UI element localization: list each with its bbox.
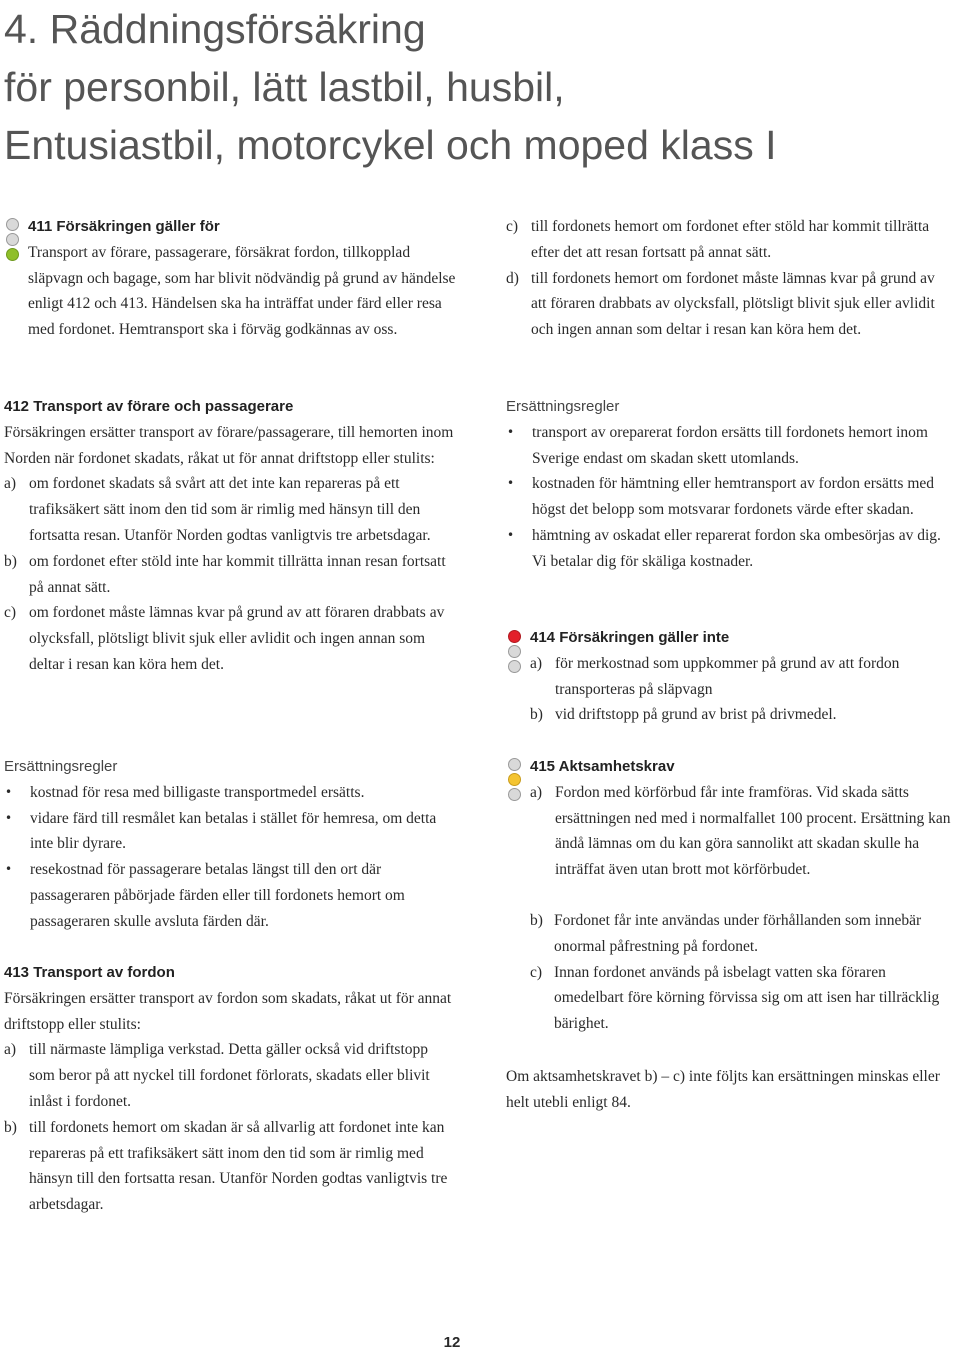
traffic-light-green-icon (4, 217, 20, 263)
bullet-icon: • (5, 862, 13, 877)
list-item (4, 471, 458, 548)
section-415 (530, 754, 958, 883)
list-item (4, 549, 458, 601)
section-415-footer (506, 1064, 946, 1116)
bullet-item (506, 420, 956, 472)
list-marker: a) (4, 1041, 17, 1059)
list-marker: c) (530, 963, 543, 981)
list-item (4, 600, 458, 677)
section-412-heading: 412 Transport av förare och passagerare (4, 398, 294, 415)
list-text: Fordon med körförbud får inte framföras. Vid skada sätts ersättningen ned med i normalfallet 100 procent. Ersättning kan ändå lämnas om du kan göra sannolikt att skadan skulle ha inträffat även utan brott mot körförbudet. (555, 783, 951, 879)
page-title (4, 0, 954, 174)
rules-heading: Ersättningsregler (4, 758, 118, 775)
section-413-heading: 413 Transport av fordon (4, 964, 175, 981)
section-411-heading: 411 Försäkringen gäller för (28, 218, 220, 235)
section-413 (4, 960, 456, 1218)
bullet-item (4, 857, 460, 934)
section-412-body: Försäkringen ersätter transport av förare/passagerare, till hemorten inom Norden när fordonet skadats, råkat ut för annat driftstopp eller stulits: (4, 423, 454, 467)
list-marker: a) (4, 475, 17, 493)
list-item (4, 1115, 456, 1218)
list-marker: b) (530, 912, 543, 929)
list-text: till fordonets hemort om skadan är så allvarlig att fordonet inte kan repareras på ett trafiksäkert sätt inom den tid som är rimlig med hänsyn till den fortsatta resan. Utanför Norden godtas vanligtvis tre arbetsdagar. (29, 1118, 448, 1214)
yellow-light (508, 773, 521, 786)
footer-note: Om aktsamhetskravet b) – c) inte följts kan ersättningen minskas eller helt utebli enligt 84. (506, 1068, 940, 1111)
list-marker: d) (506, 269, 519, 287)
section-411-body: Transport av förare, passagerare, försäkrat fordon, tillkopplad släpvagn och bagage, som har blivit nödvändig på grund av händelse enligt 412 och 413. Händelsen ska ha inträffat under färd eller resa med fordonet. Hemtransport ska i förväg godkännas av oss. (28, 243, 456, 339)
list-marker: c) (506, 218, 519, 235)
list-text: om fordonet efter stöld inte har kommit tillrätta innan resan fortsatt på annat sätt. (29, 552, 446, 596)
list-item (530, 651, 950, 703)
red-light (508, 630, 521, 643)
section-413-continued (506, 214, 950, 343)
bullet-icon: • (507, 476, 515, 491)
list-text: till fordonets hemort om fordonet efter stöld har kommit tillrätta efter det att resan fortsatt på annat sätt. (531, 218, 930, 261)
page-number: 12 (443, 1334, 461, 1351)
bullet-text: kostnaden för hämtning eller hemtransport av fordon ersätts med högst det belopp som motsvarar fordonets värde efter skadan. (532, 475, 935, 519)
bullet-item (4, 780, 460, 806)
section-413-rules (506, 394, 956, 575)
bullet-item (4, 806, 460, 858)
title-line-2: för personbil, lätt lastbil, husbil, (4, 64, 565, 110)
title-line-1: 4. Räddningsförsäkring (4, 6, 426, 52)
section-415-more (506, 908, 958, 1037)
section-413-body: Försäkringen ersätter transport av fordon som skadats, råkat ut för annat driftstopp eller stulits: (4, 989, 452, 1033)
list-marker: b) (4, 552, 17, 570)
title-line-3: Entusiastbil, motorcykel och moped klass I (4, 122, 777, 168)
list-text: till närmaste lämpliga verkstad. Detta gäller också vid driftstopp som beror på att nyckel till fordonet förlorats, skadats eller blivit inlåst i fordonet. (29, 1041, 430, 1110)
bullet-icon: • (5, 810, 13, 825)
list-marker: b) (530, 706, 543, 724)
list-text: Fordonet får inte användas under förhållanden som innebär onormal påfrestning på fordonet. (554, 912, 922, 955)
bullet-icon: • (507, 527, 515, 542)
list-text: vid driftstopp på grund av brist på drivmedel. (555, 706, 837, 724)
bullet-text: kostnad för resa med billigaste transportmedel ersätts. (30, 783, 365, 801)
bullet-text: vidare färd till resmålet kan betalas i stället för hemresa, om detta inte blir dyrare. (30, 809, 437, 853)
list-item (506, 214, 950, 266)
section-414 (530, 625, 950, 728)
bullet-text: resekostnad för passagerare betalas längst till den ort där passageraren påbörjade färden eller till fordonets hemort om passageraren skulle avsluta färden där. (30, 861, 405, 930)
traffic-light-red-icon (506, 629, 522, 675)
list-marker: b) (4, 1118, 17, 1136)
list-text: om fordonet skadats så svårt att det inte kan repareras på ett trafiksäkert sätt inom den tid som är rimlig med hänsyn till den fortsatta resan. Utanför Norden godtas vanligtvis tre arbetsdagar. (29, 475, 431, 544)
section-414-heading: 414 Försäkringen gäller inte (530, 629, 730, 646)
bullet-text: transport av oreparerat fordon ersätts till fordonets hemort inom Sverige endast om skadan skett utomlands. (532, 423, 928, 467)
list-item (506, 908, 958, 960)
list-text: Innan fordonet används på isbelagt vatten ska föraren omedelbart före körning förvissa sig om att isen har tillräcklig bärighet. (554, 963, 940, 1033)
list-item (506, 960, 958, 1037)
section-411 (28, 214, 456, 343)
rules-heading: Ersättningsregler (506, 398, 620, 415)
section-412 (4, 394, 458, 678)
list-marker: a) (530, 783, 543, 801)
section-412-rules (4, 754, 460, 935)
list-item (530, 780, 958, 883)
list-item (4, 1037, 456, 1114)
list-item (530, 702, 950, 728)
traffic-light-yellow-icon (506, 757, 522, 803)
list-item (506, 266, 950, 343)
bullet-item (506, 471, 956, 523)
list-text: för merkostnad som uppkommer på grund av att fordon transporteras på släpvagn (555, 654, 900, 698)
list-text: om fordonet måste lämnas kvar på grund av att föraren drabbats av olycksfall, plötsligt blivit sjuk eller avlidit och ingen annan som deltar i resan kan köra hem det. (29, 604, 445, 673)
bullet-text: hämtning av oskadat eller reparerat fordon ska ombesörjas av dig. Vi betalar dig för skäliga kostnader. (532, 526, 941, 570)
list-marker: c) (4, 604, 17, 622)
list-text: till fordonets hemort om fordonet måste lämnas kvar på grund av att föraren drabbats av olycksfall, plötsligt blivit sjuk eller avlidit och ingen annan som deltar i resan kan köra hem det. (531, 269, 935, 339)
list-marker: a) (530, 654, 543, 672)
bullet-icon: • (5, 784, 13, 799)
bullet-item (506, 523, 956, 575)
section-415-heading: 415 Aktsamhetskrav (530, 758, 675, 775)
bullet-icon: • (507, 424, 515, 439)
green-light (6, 248, 19, 261)
